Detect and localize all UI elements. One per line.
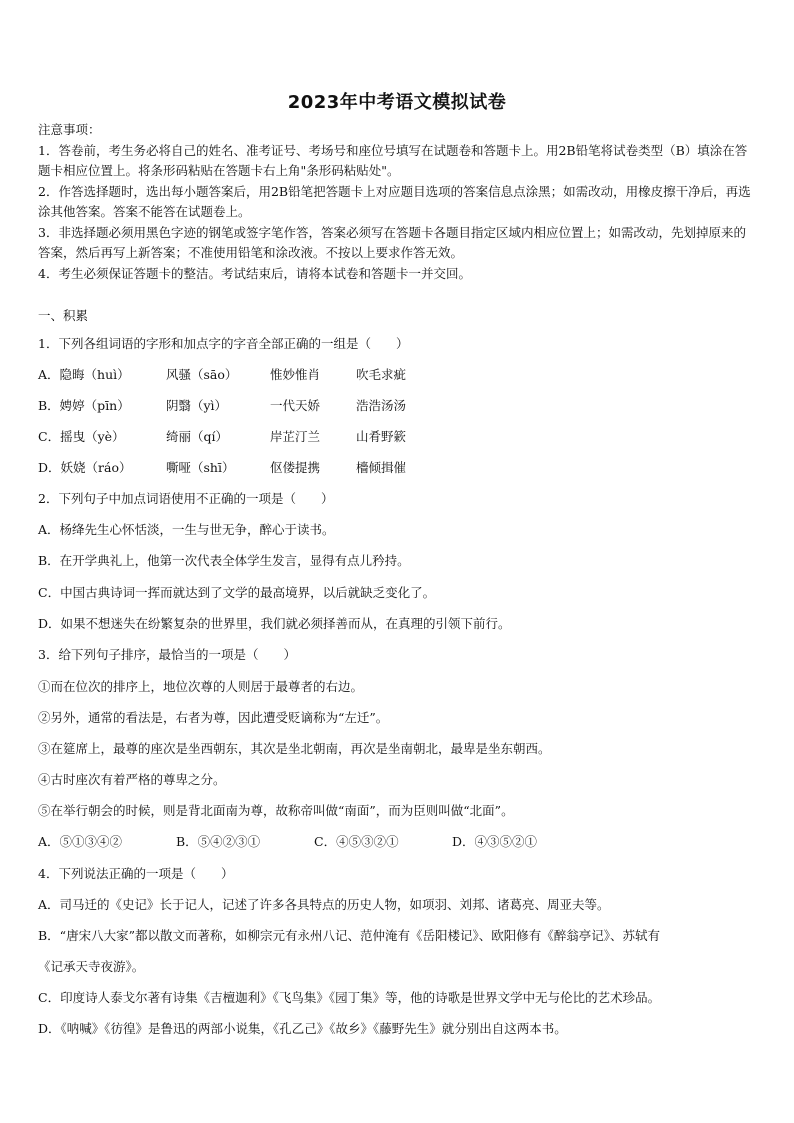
instruction-item: 2．作答选择题时，选出每小题答案后，用2B铅笔把答题卡上对应题目选项的答案信息点涂黑；如需改动，用橡皮擦干净后，再选涂其他答案。答案不能答在试题卷上。 <box>38 183 751 219</box>
instruction-item: 4．考生必须保证答题卡的整洁。考试结束后，请将本试卷和答题卡一并交回。 <box>38 265 471 281</box>
q3-sentence: ⑤在举行朝会的时候，则是背北面南为尊，故称帝叫做“南面”，而为臣则叫做“北面”。 <box>38 803 514 818</box>
option-cell: 伛偻提携 <box>270 460 321 475</box>
q3-sentence: ②另外，通常的看法是，右者为尊，因此遭受贬谪称为“左迁”。 <box>38 710 389 725</box>
option-cell: 绮丽（qí） <box>166 429 228 444</box>
q3-option-b: B．⑤④②③① <box>176 834 261 849</box>
q1-option-c <box>38 427 406 445</box>
option-cell: 吹毛求疵 <box>356 367 407 382</box>
q4-option-b: B．“唐宋八大家”都以散文而著称，如柳宗元有永州八记、范仲淹有《岳阳楼记》、欧阳修有《醉翁亭记》、苏轼有 <box>38 928 660 943</box>
q3-option-a: A．⑤①③④② <box>38 834 123 849</box>
option-cell: 浩浩汤汤 <box>356 398 407 413</box>
option-cell: 一代天娇 <box>270 398 321 413</box>
q3-sentence: ④古时座次有着严格的尊卑之分。 <box>38 772 226 787</box>
option-cell: A．隐晦（huì） <box>38 367 130 382</box>
q3-option-c: C．④⑤③②① <box>314 834 399 849</box>
q1-stem: 1．下列各组词语的字形和加点字的字音全部正确的一组是（ ） <box>38 336 409 351</box>
q4-option-c: C．印度诗人泰戈尔著有诗集《吉檀迦利》《飞鸟集》《园丁集》等，他的诗歌是世界文学中无与伦比的艺术珍品。 <box>38 990 661 1005</box>
option-cell: 山肴野簌 <box>356 429 407 444</box>
option-cell: 嘶哑（shī） <box>166 460 235 475</box>
q2-stem: 2．下列句子中加点词语使用不正确的一项是（ ） <box>38 491 334 506</box>
q4-option-a: A．司马迁的《史记》长于记人，记述了许多各具特点的历史人物，如项羽、刘邦、诸葛亮、周亚夫等。 <box>38 897 610 912</box>
q3-option-d: D．④③⑤②① <box>452 834 538 849</box>
instruction-item: 1．答卷前，考生务必将自己的姓名、准考证号、考场号和座位号填写在试题卷和答题卡上。用2B铅笔将试卷类型（B）填涂在答题卡相应位置上。将条形码粘贴在答题卡右上角"条形码粘贴处"。 <box>38 142 748 178</box>
q4-option-d: D．《呐喊》《彷徨》是鲁迅的两部小说集，《孔乙己》《故乡》《藤野先生》就分别出自这两本书。 <box>38 1021 567 1036</box>
option-cell: C．摇曳（yè） <box>38 429 125 444</box>
q3-options <box>38 832 590 850</box>
option-cell: 惟妙惟肖 <box>270 367 321 382</box>
q3-sentence: ③在筵席上，最尊的座次是坐西朝东，其次是坐北朝南，再次是坐南朝北，最卑是坐东朝西。 <box>38 741 551 756</box>
q2-option-d: D．如果不想迷失在纷繁复杂的世界里，我们就必须择善而从，在真理的引领下前行。 <box>38 616 511 631</box>
q3-sentence: ①而在位次的排序上，地位次尊的人则居于最尊者的右边。 <box>38 679 364 694</box>
q2-option-b: B．在开学典礼上，他第一次代表全体学生发言，显得有点儿矜持。 <box>38 553 410 568</box>
option-cell: 檣倾揖催 <box>356 460 407 475</box>
q2-option-a: A．杨绛先生心怀恬淡，一生与世无争，醉心于读书。 <box>38 522 335 537</box>
q1-option-a <box>38 365 406 383</box>
instructions-heading: 注意事项： <box>38 122 101 137</box>
q4-stem: 4．下列说法正确的一项是（ ） <box>38 866 234 881</box>
option-cell: B．娉婷（pīn） <box>38 398 130 413</box>
instruction-item: 3．非选择题必须用黑色字迹的钢笔或签字笔作答，答案必须写在答题卡各题目指定区域内相应位置上；如需改动，先划掉原来的答案，然后再写上新答案；不准使用铅笔和涂改液。不按以上要求作答无效。 <box>38 224 746 260</box>
option-cell: 风骚（sāo） <box>166 367 238 382</box>
q1-option-b <box>38 396 406 414</box>
option-cell: 阴翳（yì） <box>166 398 228 413</box>
q1-option-d <box>38 458 406 476</box>
q4-option-b-cont: 《记承天寺夜游》。 <box>38 959 145 974</box>
q3-stem: 3．给下列句子排序，最恰当的一项是（ ） <box>38 647 296 662</box>
option-cell: 岸芷汀兰 <box>270 429 321 444</box>
section-heading: 一、积累 <box>38 308 89 323</box>
option-cell: D．妖娆（ráo） <box>38 460 132 475</box>
q2-option-c: C．中国古典诗词一挥而就达到了文学的最高境界，以后就缺乏变化了。 <box>38 585 436 600</box>
page-title: 2023年中考语文模拟试卷 <box>287 92 507 113</box>
instructions <box>38 120 758 284</box>
